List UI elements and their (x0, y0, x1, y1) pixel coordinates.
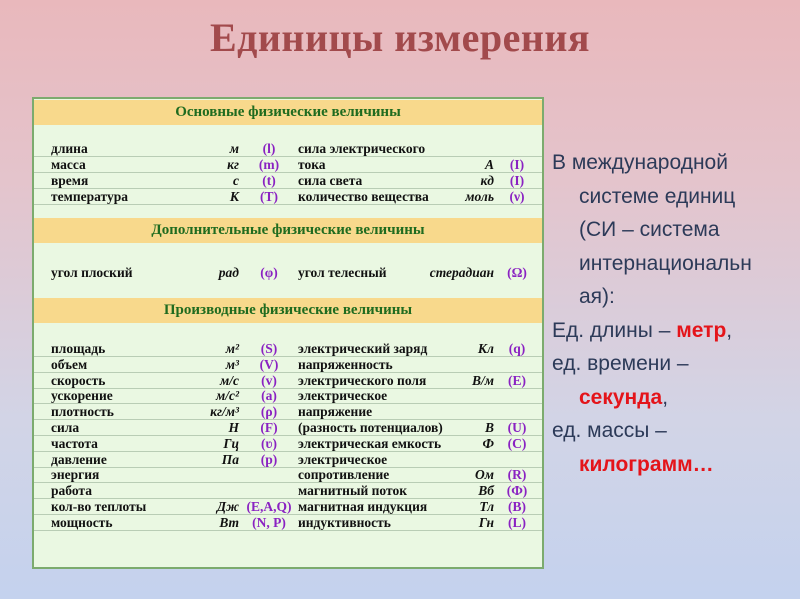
quantity-name: плотность (51, 404, 114, 420)
table-row (34, 436, 542, 452)
unit: м³ (225, 356, 239, 372)
symbol: (v) (261, 372, 277, 388)
unit: Дж (216, 499, 239, 514)
punct: , (662, 385, 669, 409)
quantity-name: площадь (51, 341, 106, 356)
unit: м/с² (215, 388, 239, 404)
slide-title: Единицы измерения (209, 15, 591, 60)
table-row (34, 467, 542, 483)
quantity-name: энергия (51, 467, 100, 483)
table-row (34, 483, 542, 499)
symbol: (m) (258, 157, 280, 172)
table-row (34, 357, 542, 373)
symbol: (ρ) (260, 404, 278, 420)
symbol: (R) (507, 467, 527, 483)
unit: Гн (478, 514, 494, 530)
quantity-name: количество вещества (298, 189, 429, 204)
unit: рад (218, 265, 239, 280)
unit: кг/м³ (210, 404, 239, 420)
symbol: (Ф) (506, 483, 528, 499)
quantity-name: сила (51, 420, 80, 435)
quantity-name: магнитный поток (298, 483, 407, 499)
quantity-name: сопротивление (298, 467, 390, 483)
symbol: (L) (508, 514, 526, 530)
quantity-name: электрического поля (298, 372, 427, 388)
unit: м² (225, 341, 239, 356)
symbol: (V) (259, 356, 279, 372)
table-row (34, 173, 542, 189)
quantity-name: скорость (51, 372, 106, 388)
highlight-meter: метр (676, 318, 727, 342)
section-heading: Дополнительные физические величины (34, 218, 542, 243)
unit: А (484, 157, 494, 172)
symbol: (F) (260, 420, 278, 435)
quantity-name: сила электрического (298, 141, 426, 156)
quantity-name: (разность потенциалов) (298, 420, 443, 435)
symbol: (ʋ) (260, 435, 278, 451)
quantity-name: электрическое (298, 451, 388, 467)
quantity-name: сила света (298, 173, 363, 188)
unit: Тл (479, 499, 494, 514)
quantity-name: ускорение (51, 388, 113, 404)
table-row (34, 515, 542, 531)
quantity-name: напряженность (298, 356, 393, 372)
section-heading: Основные физические величины (34, 100, 542, 125)
text-line: (СИ – система (579, 218, 720, 241)
quantity-name: угол плоский (51, 265, 133, 280)
quantity-name: электрическая емкость (298, 435, 442, 451)
quantity-name: масса (51, 157, 86, 172)
unit: моль (465, 189, 494, 204)
punct: , (726, 318, 733, 342)
highlight-kilogram: килограмм… (579, 452, 714, 476)
unit: кд (480, 173, 494, 188)
quantity-name: длина (51, 141, 88, 156)
table-row (34, 388, 542, 404)
text-line (552, 381, 797, 415)
quantity-name: частота (51, 435, 98, 451)
label: Ед. длины – (552, 318, 677, 342)
symbol: (q) (508, 341, 526, 356)
symbol: (I) (509, 173, 525, 188)
unit: К (229, 189, 239, 204)
quantity-name: давление (51, 451, 107, 467)
quantity-name: время (51, 173, 89, 188)
symbol: (ν) (509, 189, 525, 204)
table-row (34, 499, 542, 515)
symbol: (t) (262, 173, 276, 188)
unit: Кл (477, 341, 494, 356)
table-row (34, 404, 542, 420)
symbol: (S) (260, 341, 278, 356)
si-description (552, 146, 797, 481)
quantity-name: тока (298, 157, 326, 172)
symbol: (U) (507, 420, 527, 435)
quantity-name: мощность (51, 514, 113, 530)
text-line: системе единиц (579, 184, 736, 208)
quantity-name: электрический заряд (298, 341, 428, 356)
symbol: (Ω) (507, 265, 527, 280)
quantity-name: электрическое (298, 388, 388, 404)
text-line: ед. массы – (552, 419, 667, 442)
text-line: ед. времени – (552, 352, 689, 375)
symbol: (I) (509, 157, 525, 172)
symbol: (E,A,Q) (246, 499, 292, 514)
units-table (32, 97, 544, 569)
symbol: (l) (262, 141, 276, 156)
text-line (552, 314, 797, 348)
table-row (34, 420, 542, 436)
quantity-name: температура (51, 189, 128, 204)
table-row (34, 265, 542, 281)
symbol: (p) (260, 451, 278, 467)
unit: Н (228, 420, 239, 435)
table-row (34, 157, 542, 173)
symbol: (T) (260, 189, 278, 204)
text-line: ая): (579, 285, 615, 308)
text-line: интернациональн (579, 251, 752, 275)
unit: Вт (219, 514, 239, 530)
quantity-name: напряжение (298, 404, 373, 420)
table-row (34, 452, 542, 468)
symbol: (N, P) (252, 514, 286, 530)
unit: стерадиан (429, 265, 494, 280)
quantity-name: объем (51, 356, 88, 372)
unit: м (229, 141, 239, 156)
unit: Вб (478, 483, 494, 499)
table-row (34, 189, 542, 205)
highlight-second: секунда (579, 385, 663, 409)
symbol: (B) (508, 499, 526, 514)
quantity-name: индуктивность (298, 514, 391, 530)
unit: Ф (482, 435, 494, 451)
section-heading: Производные физические величины (34, 298, 542, 323)
unit: Гц (223, 435, 239, 451)
unit: м/с (220, 372, 239, 388)
unit: В/м (471, 372, 494, 388)
symbol: (E) (508, 372, 526, 388)
symbol: (φ) (260, 265, 278, 280)
table-row (34, 373, 542, 389)
table-row (34, 341, 542, 357)
quantity-name: кол-во теплоты (51, 499, 147, 514)
unit: Па (221, 451, 239, 467)
symbol: (a) (261, 388, 277, 404)
unit: Ом (475, 467, 494, 483)
unit: кг (227, 157, 239, 172)
unit: с (233, 173, 239, 188)
quantity-name: работа (51, 483, 92, 499)
text-line: В международной (552, 151, 728, 174)
table-row (34, 141, 542, 157)
quantity-name: угол телесный (298, 265, 387, 280)
unit: В (484, 420, 494, 435)
quantity-name: магнитная индукция (298, 499, 428, 514)
symbol: (C) (507, 435, 527, 451)
